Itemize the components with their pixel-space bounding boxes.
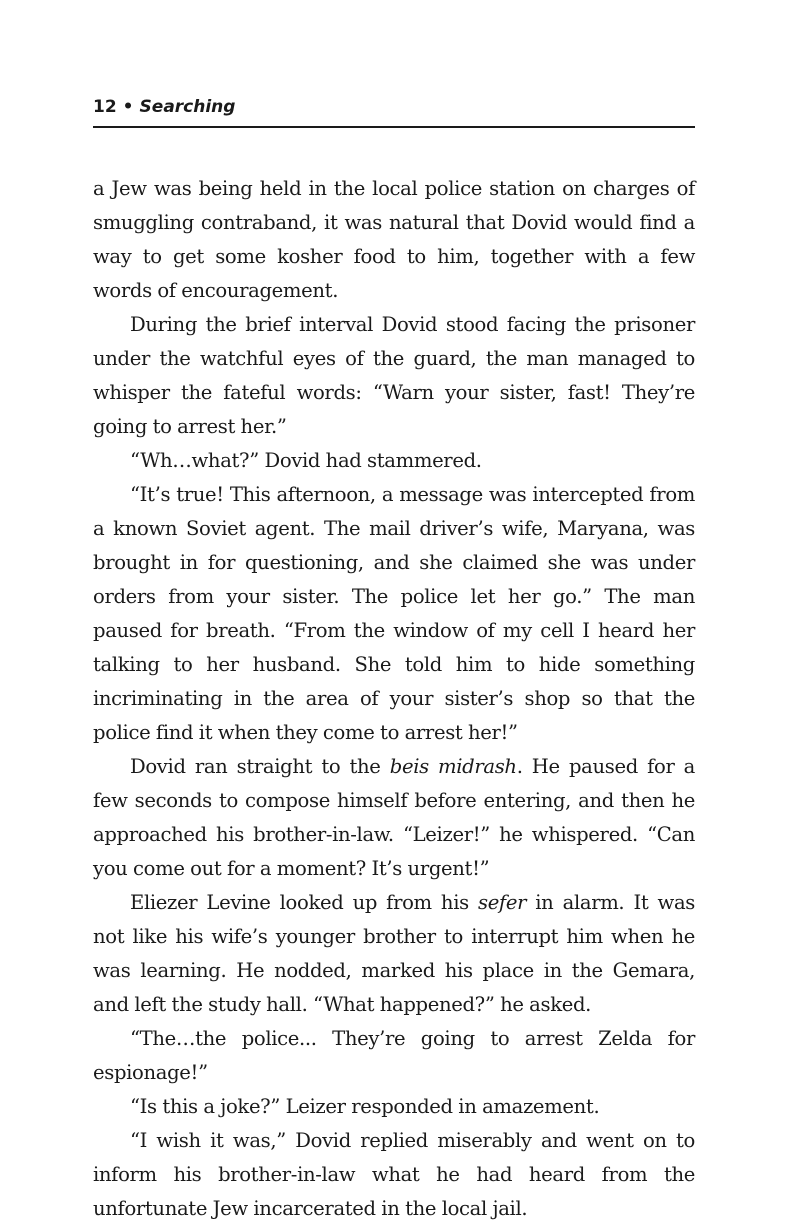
paragraph-text: “I wish it was,” Dovid replied miserably and went on to inform his brother-in-law what he had heard from the unfortunate Jew incarcerated in the local jail. [93, 1129, 695, 1220]
paragraph-9 [93, 1124, 695, 1226]
paragraph-text: “It’s true! This afternoon, a message was intercepted from a known Soviet agent. The mail driver’s wife, Maryana, was brought in for questioning, and she claimed she was under orders from your sister. The police let her go.” The man paused for breath. “From the window of my cell I heard her talking to her husband. She told him to hide something incriminating in the area of your sister’s shop so that the police find it when they come to arrest her!” [93, 483, 695, 744]
paragraph-6 [93, 886, 695, 1022]
paragraph-4 [93, 478, 695, 750]
book-page [93, 0, 695, 1220]
italic-term-sefer: sefer [477, 891, 527, 914]
paragraph-text: in alarm. It was not like his wife’s younger brother to interrupt him when he was learning. He nodded, marked his place in the Gemara, and left the study hall. “What happened?” he asked. [93, 891, 695, 1016]
running-head-title: Searching [139, 97, 236, 117]
running-head [93, 97, 695, 123]
paragraph-text: Eliezer Levine looked up from his [130, 891, 478, 914]
paragraph-text: a Jew was being held in the local police station on charges of smuggling contraband, it was natural that Dovid would find a way to get some kosher food to him, together with a few words of encouragement. [93, 177, 695, 302]
paragraph-5 [93, 750, 695, 886]
header-rule [93, 126, 695, 128]
paragraph-text: During the brief interval Dovid stood facing the prisoner under the watchful eyes of the guard, the man managed to whisper the fateful words: “Warn your sister, fast! They’re going to arrest her.” [93, 313, 695, 438]
paragraph-text: “Wh…what?” Dovid had stammered. [130, 449, 482, 472]
body-text [93, 172, 695, 1226]
paragraph-text: Dovid ran straight to the [130, 755, 390, 778]
italic-term-beis-midrash: beis midrash [389, 755, 517, 778]
paragraph-3 [93, 444, 695, 478]
paragraph-text: “Is this a joke?” Leizer responded in amazement. [130, 1095, 600, 1118]
paragraph-1 [93, 172, 695, 308]
paragraph-7 [93, 1022, 695, 1090]
page-number: 12 [93, 97, 117, 117]
paragraph-8 [93, 1090, 695, 1124]
paragraph-text: . He paused for a few seconds to compose himself before entering, and then he approached his brother-in-law. “Leizer!” he whispered. “Can you come out for a moment? It’s urgent!” [93, 755, 695, 880]
running-head-separator: • [122, 97, 134, 117]
paragraph-text: “The…the police... They’re going to arrest Zelda for espionage!” [93, 1027, 695, 1084]
paragraph-2 [93, 308, 695, 444]
